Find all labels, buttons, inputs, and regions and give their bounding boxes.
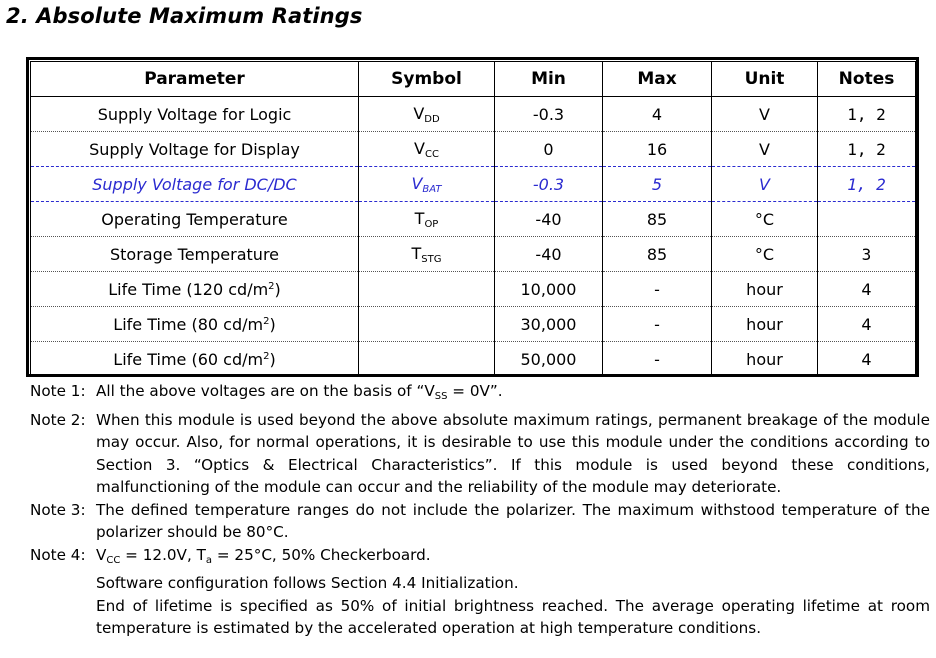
cell-notes: 1, 2 xyxy=(818,167,916,202)
cell-max: 85 xyxy=(603,237,712,272)
cell-notes: 4 xyxy=(818,307,916,342)
table-row xyxy=(31,97,916,132)
table-row xyxy=(31,272,916,307)
cell-parameter: Storage Temperature xyxy=(31,237,359,272)
note-label: Note 1: xyxy=(30,382,86,400)
cell-symbol: $V_{DD}$ xyxy=(359,97,495,132)
cell-unit: hour xyxy=(712,307,818,342)
cell-unit: V xyxy=(712,167,818,202)
note-4-line-3: End of lifetime is specified as 50% of initial brightness reached. The average operating lifetime at room temperature is estimated by the accelerated operation at high temperature conditions. xyxy=(96,596,930,637)
note-body: The defined temperature ranges do not include the polarizer. The maximum withstood temperature of the polarizer should be 80°C. xyxy=(96,500,930,541)
note-4 xyxy=(30,544,930,640)
note-4-line-1: $V_{CC} = 12.0V$, $T_a = 25^\circ C$, 50% Checkerboard. xyxy=(96,545,431,566)
cell-min: 0 xyxy=(495,132,603,167)
table-row xyxy=(31,202,916,237)
note-label: Note 3: xyxy=(30,500,86,519)
note-body: When this module is used beyond the above absolute maximum ratings, permanent breakage of the module may occur. Also, for normal operations, it is desirable to use this module under the conditions according to Section 3. “Optics & Electrical Characteristics”. If this module is used beyond these conditions, malfunctioning of the module can occur and the reliability of the module may deteriorate. xyxy=(96,410,930,496)
cell-min: -40 xyxy=(495,237,603,272)
ratings-table xyxy=(30,61,916,377)
table-row-highlighted xyxy=(31,167,916,202)
header-max: Max xyxy=(603,62,712,97)
note-3 xyxy=(30,499,930,544)
cell-max: 85 xyxy=(603,202,712,237)
note-body xyxy=(96,544,930,640)
cell-parameter: Supply Voltage for DC/DC xyxy=(31,167,359,202)
cell-notes: 1, 2 xyxy=(818,97,916,132)
cell-symbol xyxy=(359,307,495,342)
note-body: All the above voltages are on the basis of “$V_{SS} = 0V$”. xyxy=(96,382,503,402)
note-label: Note 2: xyxy=(30,410,86,429)
cell-min: 50,000 xyxy=(495,342,603,377)
note-1 xyxy=(30,380,930,409)
cell-parameter: Life Time (60 $cd/m^2$) xyxy=(31,342,359,377)
cell-symbol xyxy=(359,342,495,377)
note-label: Note 4: xyxy=(30,545,86,564)
cell-min: -0.3 xyxy=(495,97,603,132)
cell-unit: V xyxy=(712,97,818,132)
table-header-row xyxy=(31,62,916,97)
notes-section xyxy=(30,380,930,640)
cell-notes: 1, 2 xyxy=(818,132,916,167)
header-min: Min xyxy=(495,62,603,97)
cell-unit: °C xyxy=(712,202,818,237)
cell-notes: 4 xyxy=(818,272,916,307)
cell-unit: hour xyxy=(712,272,818,307)
section-title: 2. Absolute Maximum Ratings xyxy=(6,4,363,28)
cell-notes: 3 xyxy=(818,237,916,272)
table-row xyxy=(31,132,916,167)
header-notes: Notes xyxy=(818,62,916,97)
table-row xyxy=(31,237,916,272)
note-4-line-2: Software configuration follows Section 4.4 Initialization. xyxy=(96,574,519,592)
cell-parameter: Supply Voltage for Logic xyxy=(31,97,359,132)
cell-parameter: Life Time (80 $cd/m^2$) xyxy=(31,307,359,342)
header-symbol: Symbol xyxy=(359,62,495,97)
table-row xyxy=(31,307,916,342)
cell-max: 5 xyxy=(603,167,712,202)
cell-unit: hour xyxy=(712,342,818,377)
cell-parameter: Supply Voltage for Display xyxy=(31,132,359,167)
cell-notes xyxy=(818,202,916,237)
cell-unit: °C xyxy=(712,237,818,272)
header-unit: Unit xyxy=(712,62,818,97)
cell-max: - xyxy=(603,307,712,342)
cell-max: - xyxy=(603,342,712,377)
cell-max: - xyxy=(603,272,712,307)
cell-symbol: $T_{STG}$ xyxy=(359,237,495,272)
cell-symbol: $T_{OP}$ xyxy=(359,202,495,237)
cell-symbol xyxy=(359,272,495,307)
note-2 xyxy=(30,409,930,499)
cell-min: 30,000 xyxy=(495,307,603,342)
cell-parameter: Life Time (120 $cd/m^2$) xyxy=(31,272,359,307)
table-row xyxy=(31,342,916,377)
cell-max: 4 xyxy=(603,97,712,132)
cell-symbol: $V_{CC}$ xyxy=(359,132,495,167)
cell-symbol: $V_{BAT}$ xyxy=(359,167,495,202)
cell-parameter: Operating Temperature xyxy=(31,202,359,237)
cell-min: 10,000 xyxy=(495,272,603,307)
cell-max: 16 xyxy=(603,132,712,167)
cell-min: -40 xyxy=(495,202,603,237)
cell-notes: 4 xyxy=(818,342,916,377)
cell-unit: V xyxy=(712,132,818,167)
header-parameter: Parameter xyxy=(31,62,359,97)
cell-min: -0.3 xyxy=(495,167,603,202)
